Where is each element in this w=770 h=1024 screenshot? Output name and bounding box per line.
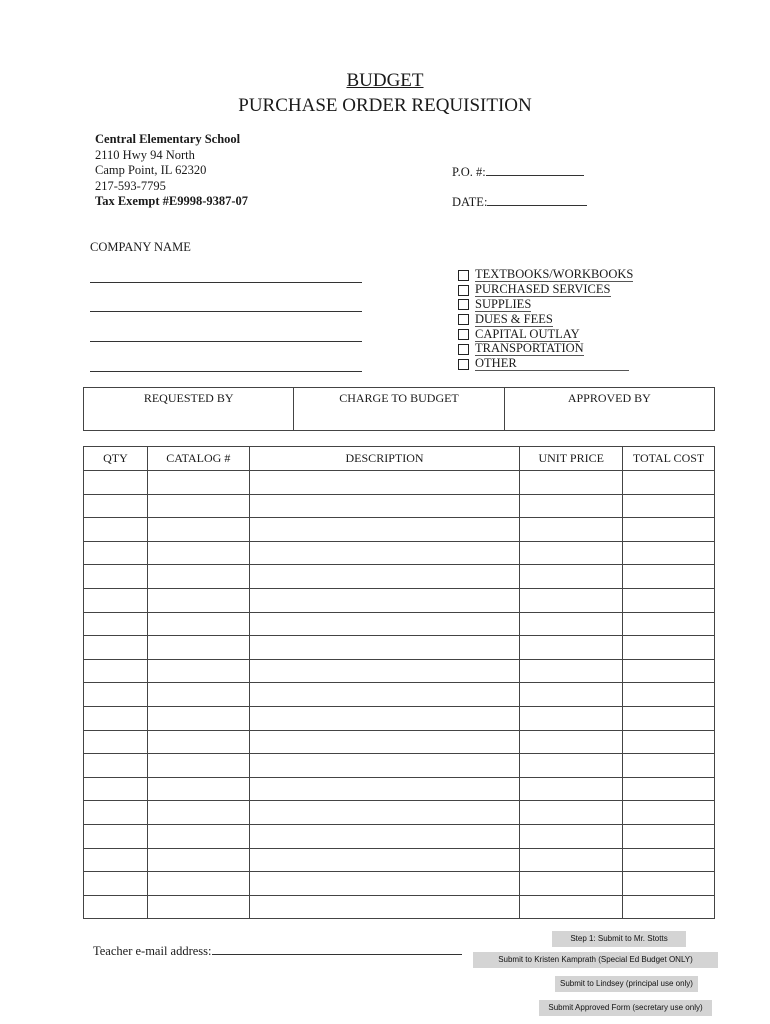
table-row	[84, 683, 715, 707]
unit-price-cell[interactable]	[520, 801, 623, 825]
checkbox-other[interactable]	[458, 359, 469, 370]
table-row	[84, 777, 715, 801]
date-field[interactable]	[452, 195, 587, 210]
submit-step1-button[interactable]: Step 1: Submit to Mr. Stotts	[552, 931, 686, 947]
teacher-email-field[interactable]	[93, 944, 462, 959]
checkbox-supplies[interactable]	[458, 299, 469, 310]
catalog-cell[interactable]	[147, 471, 249, 495]
total-cost-cell[interactable]	[623, 824, 715, 848]
description-cell[interactable]	[249, 801, 520, 825]
items-table	[83, 446, 715, 919]
table-row	[84, 754, 715, 778]
total-cost-cell[interactable]	[623, 730, 715, 754]
qty-cell[interactable]	[84, 730, 148, 754]
qty-cell[interactable]	[84, 518, 148, 542]
table-row	[84, 730, 715, 754]
catalog-cell[interactable]	[147, 494, 249, 518]
catalog-cell[interactable]	[147, 777, 249, 801]
description-cell[interactable]	[249, 895, 520, 919]
qty-cell[interactable]	[84, 636, 148, 660]
school-name: Central Elementary School	[95, 132, 241, 146]
po-number-label: P.O. #:	[452, 165, 486, 179]
table-row	[84, 471, 715, 495]
total-cost-cell[interactable]	[623, 565, 715, 589]
qty-cell[interactable]	[84, 872, 148, 896]
unit-price-cell[interactable]	[520, 659, 623, 683]
unit-price-cell[interactable]	[520, 541, 623, 565]
company-line-4[interactable]	[90, 371, 362, 372]
catalog-cell[interactable]	[147, 612, 249, 636]
table-row	[84, 872, 715, 896]
column-header-description: DESCRIPTION	[249, 447, 520, 471]
qty-cell[interactable]	[84, 588, 148, 612]
category-transportation[interactable]: TRANSPORTATION	[458, 342, 633, 357]
description-cell[interactable]	[249, 659, 520, 683]
category-other[interactable]: OTHER	[458, 357, 633, 372]
page-title: BUDGET	[346, 70, 424, 91]
submit-approved-form-button[interactable]: Submit Approved Form (secretary use only)	[539, 1000, 712, 1016]
total-cost-cell[interactable]	[623, 636, 715, 660]
qty-cell[interactable]	[84, 801, 148, 825]
company-name-label: COMPANY NAME	[90, 240, 191, 254]
unit-price-cell[interactable]	[520, 565, 623, 589]
unit-price-cell[interactable]	[520, 895, 623, 919]
total-cost-cell[interactable]	[623, 777, 715, 801]
date-label: DATE:	[452, 195, 488, 209]
unit-price-cell[interactable]	[520, 612, 623, 636]
checkbox-purchased-services[interactable]	[458, 285, 469, 296]
catalog-cell[interactable]	[147, 588, 249, 612]
submit-kristen-button[interactable]: Submit to Kristen Kamprath (Special Ed Budget ONLY)	[473, 952, 718, 968]
catalog-cell[interactable]	[147, 872, 249, 896]
table-row	[84, 565, 715, 589]
category-textbooks[interactable]: TEXTBOOKS/WORKBOOKS	[458, 268, 633, 283]
total-cost-cell[interactable]	[623, 895, 715, 919]
description-cell[interactable]	[249, 612, 520, 636]
total-cost-cell[interactable]	[623, 848, 715, 872]
table-row	[84, 518, 715, 542]
qty-cell[interactable]	[84, 777, 148, 801]
column-header-unit-price: UNIT PRICE	[520, 447, 623, 471]
column-header-total-cost: TOTAL COST	[623, 447, 715, 471]
catalog-cell[interactable]	[147, 636, 249, 660]
catalog-cell[interactable]	[147, 683, 249, 707]
category-dues-fees[interactable]: DUES & FEES	[458, 312, 633, 327]
page-subtitle: PURCHASE ORDER REQUISITION	[238, 95, 532, 116]
table-row	[84, 541, 715, 565]
unit-price-cell[interactable]	[520, 518, 623, 542]
catalog-cell[interactable]	[147, 518, 249, 542]
description-cell[interactable]	[249, 565, 520, 589]
unit-price-cell[interactable]	[520, 636, 623, 660]
catalog-cell[interactable]	[147, 848, 249, 872]
description-cell[interactable]	[249, 588, 520, 612]
catalog-cell[interactable]	[147, 706, 249, 730]
total-cost-cell[interactable]	[623, 471, 715, 495]
unit-price-cell[interactable]	[520, 706, 623, 730]
qty-cell[interactable]	[84, 683, 148, 707]
unit-price-cell[interactable]	[520, 848, 623, 872]
description-cell[interactable]	[249, 518, 520, 542]
total-cost-cell[interactable]	[623, 494, 715, 518]
charge-to-budget-cell[interactable]: CHARGE TO BUDGET	[293, 388, 503, 430]
qty-cell[interactable]	[84, 754, 148, 778]
table-row	[84, 848, 715, 872]
qty-cell[interactable]	[84, 824, 148, 848]
unit-price-cell[interactable]	[520, 754, 623, 778]
description-cell[interactable]	[249, 730, 520, 754]
total-cost-cell[interactable]	[623, 518, 715, 542]
table-row	[84, 824, 715, 848]
unit-price-cell[interactable]	[520, 730, 623, 754]
qty-cell[interactable]	[84, 895, 148, 919]
total-cost-cell[interactable]	[623, 683, 715, 707]
school-city: Camp Point, IL 62320	[95, 163, 207, 178]
total-cost-cell[interactable]	[623, 612, 715, 636]
unit-price-cell[interactable]	[520, 872, 623, 896]
checkbox-textbooks[interactable]	[458, 270, 469, 281]
qty-cell[interactable]	[84, 848, 148, 872]
unit-price-cell[interactable]	[520, 471, 623, 495]
total-cost-cell[interactable]	[623, 801, 715, 825]
total-cost-cell[interactable]	[623, 706, 715, 730]
unit-price-cell[interactable]	[520, 777, 623, 801]
unit-price-cell[interactable]	[520, 683, 623, 707]
table-row	[84, 588, 715, 612]
description-cell[interactable]	[249, 494, 520, 518]
catalog-cell[interactable]	[147, 824, 249, 848]
qty-cell[interactable]	[84, 541, 148, 565]
table-row	[84, 895, 715, 919]
company-line-2[interactable]	[90, 311, 362, 312]
qty-cell[interactable]	[84, 565, 148, 589]
description-cell[interactable]	[249, 541, 520, 565]
checkbox-transportation[interactable]	[458, 344, 469, 355]
catalog-cell[interactable]	[147, 565, 249, 589]
category-capital-outlay[interactable]: CAPITAL OUTLAY	[458, 327, 633, 342]
description-cell[interactable]	[249, 636, 520, 660]
category-supplies[interactable]: SUPPLIES	[458, 298, 633, 313]
tax-exempt-number: Tax Exempt #E9998-9387-07	[95, 194, 249, 209]
description-cell[interactable]	[249, 706, 520, 730]
signature-block	[83, 387, 715, 431]
total-cost-cell[interactable]	[623, 588, 715, 612]
table-row	[84, 801, 715, 825]
catalog-cell[interactable]	[147, 730, 249, 754]
category-checklist	[458, 268, 633, 372]
approved-by-cell[interactable]: APPROVED BY	[504, 388, 714, 430]
description-cell[interactable]	[249, 848, 520, 872]
po-number-field[interactable]	[452, 165, 584, 180]
requested-by-cell[interactable]: REQUESTED BY	[143, 391, 234, 405]
description-cell[interactable]	[249, 777, 520, 801]
description-cell[interactable]	[249, 683, 520, 707]
unit-price-cell[interactable]	[520, 588, 623, 612]
catalog-cell[interactable]	[147, 541, 249, 565]
catalog-cell[interactable]	[147, 895, 249, 919]
table-row	[84, 494, 715, 518]
qty-cell[interactable]	[84, 471, 148, 495]
description-cell[interactable]	[249, 872, 520, 896]
checkbox-dues-fees[interactable]	[458, 314, 469, 325]
description-cell[interactable]	[249, 754, 520, 778]
company-line-3[interactable]	[90, 341, 362, 342]
school-address-block	[95, 132, 248, 210]
total-cost-cell[interactable]	[623, 754, 715, 778]
submit-lindsey-button[interactable]: Submit to Lindsey (principal use only)	[555, 976, 698, 992]
catalog-cell[interactable]	[147, 659, 249, 683]
teacher-email-label: Teacher e-mail address:	[93, 944, 212, 958]
checkbox-capital-outlay[interactable]	[458, 329, 469, 340]
category-purchased-services[interactable]: PURCHASED SERVICES	[458, 283, 633, 298]
total-cost-cell[interactable]	[623, 659, 715, 683]
total-cost-cell[interactable]	[623, 872, 715, 896]
unit-price-cell[interactable]	[520, 494, 623, 518]
table-header-row	[84, 447, 715, 471]
unit-price-cell[interactable]	[520, 824, 623, 848]
total-cost-cell[interactable]	[623, 541, 715, 565]
catalog-cell[interactable]	[147, 801, 249, 825]
catalog-cell[interactable]	[147, 754, 249, 778]
qty-cell[interactable]	[84, 612, 148, 636]
column-header-catalog: CATALOG #	[147, 447, 249, 471]
school-street: 2110 Hwy 94 North	[95, 147, 195, 162]
description-cell[interactable]	[249, 824, 520, 848]
table-row	[84, 659, 715, 683]
table-row	[84, 636, 715, 660]
school-phone: 217-593-7795	[95, 178, 166, 193]
qty-cell[interactable]	[84, 706, 148, 730]
column-header-qty: QTY	[84, 447, 148, 471]
qty-cell[interactable]	[84, 659, 148, 683]
table-row	[84, 706, 715, 730]
qty-cell[interactable]	[84, 494, 148, 518]
table-row	[84, 612, 715, 636]
company-line-1[interactable]	[90, 282, 362, 283]
description-cell[interactable]	[249, 471, 520, 495]
